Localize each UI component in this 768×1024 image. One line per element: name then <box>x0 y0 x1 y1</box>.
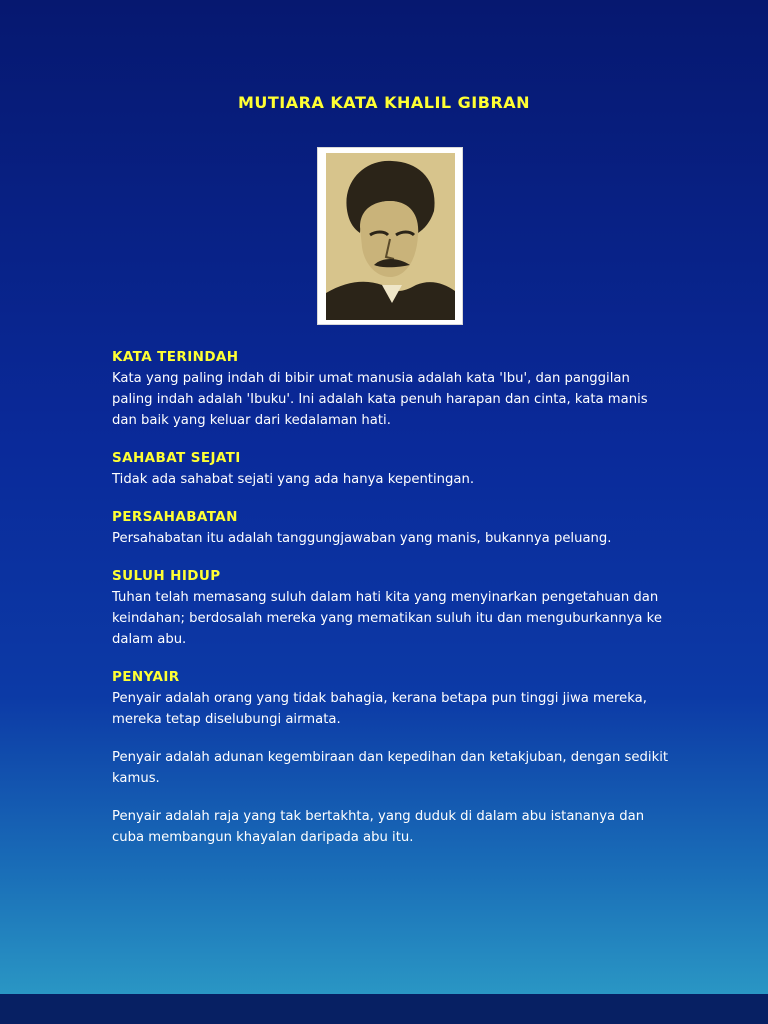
section-text: Penyair adalah orang yang tidak bahagia, kerana betapa pun tinggi jiwa mereka, mereka tetap diselubungi airmata. <box>112 691 647 727</box>
section-text: Persahabatan itu adalah tanggungjawaban yang manis, bukannya peluang. <box>112 531 612 546</box>
section-text: Kata yang paling indah di bibir umat manusia adalah kata 'Ibu', dan panggilan paling indah adalah 'Ibuku'. Ini adalah kata penuh harapan dan cinta, kata manis dan baik yang keluar dari kedalaman hati. <box>112 371 648 428</box>
section-text: Penyair adalah adunan kegembiraan dan kepedihan dan ketakjuban, dengan sedikit kamus. <box>112 750 669 786</box>
section-heading: PENYAIR <box>112 669 180 685</box>
page-title: MUTIARA KATA KHALIL GIBRAN <box>237 93 531 112</box>
portrait-image <box>326 153 455 320</box>
bottom-band <box>0 994 768 1024</box>
section-text: Tuhan telah memasang suluh dalam hati kita yang menyinarkan pengetahuan dan keindahan; berdosalah mereka yang mematikan suluh itu dan menguburkannya ke dalam abu. <box>112 590 662 647</box>
section-persahabatan <box>112 507 672 549</box>
section-heading: PERSAHABATAN <box>112 509 238 525</box>
section-penyair <box>112 667 672 848</box>
section-heading: SAHABAT SEJATI <box>112 450 241 466</box>
section-heading: KATA TERINDAH <box>112 349 239 365</box>
section-text: Tidak ada sahabat sejati yang ada hanya kepentingan. <box>112 472 475 487</box>
section-heading: SULUH HIDUP <box>112 568 221 584</box>
section-suluh-hidup <box>112 566 672 650</box>
quotes-content <box>112 347 672 865</box>
section-text: Penyair adalah raja yang tak bertakhta, yang duduk di dalam abu istananya dan cuba membangun khayalan daripada abu itu. <box>112 809 645 845</box>
section-kata-terindah <box>112 347 672 431</box>
section-sahabat-sejati <box>112 448 672 490</box>
portrait-frame <box>317 147 463 325</box>
